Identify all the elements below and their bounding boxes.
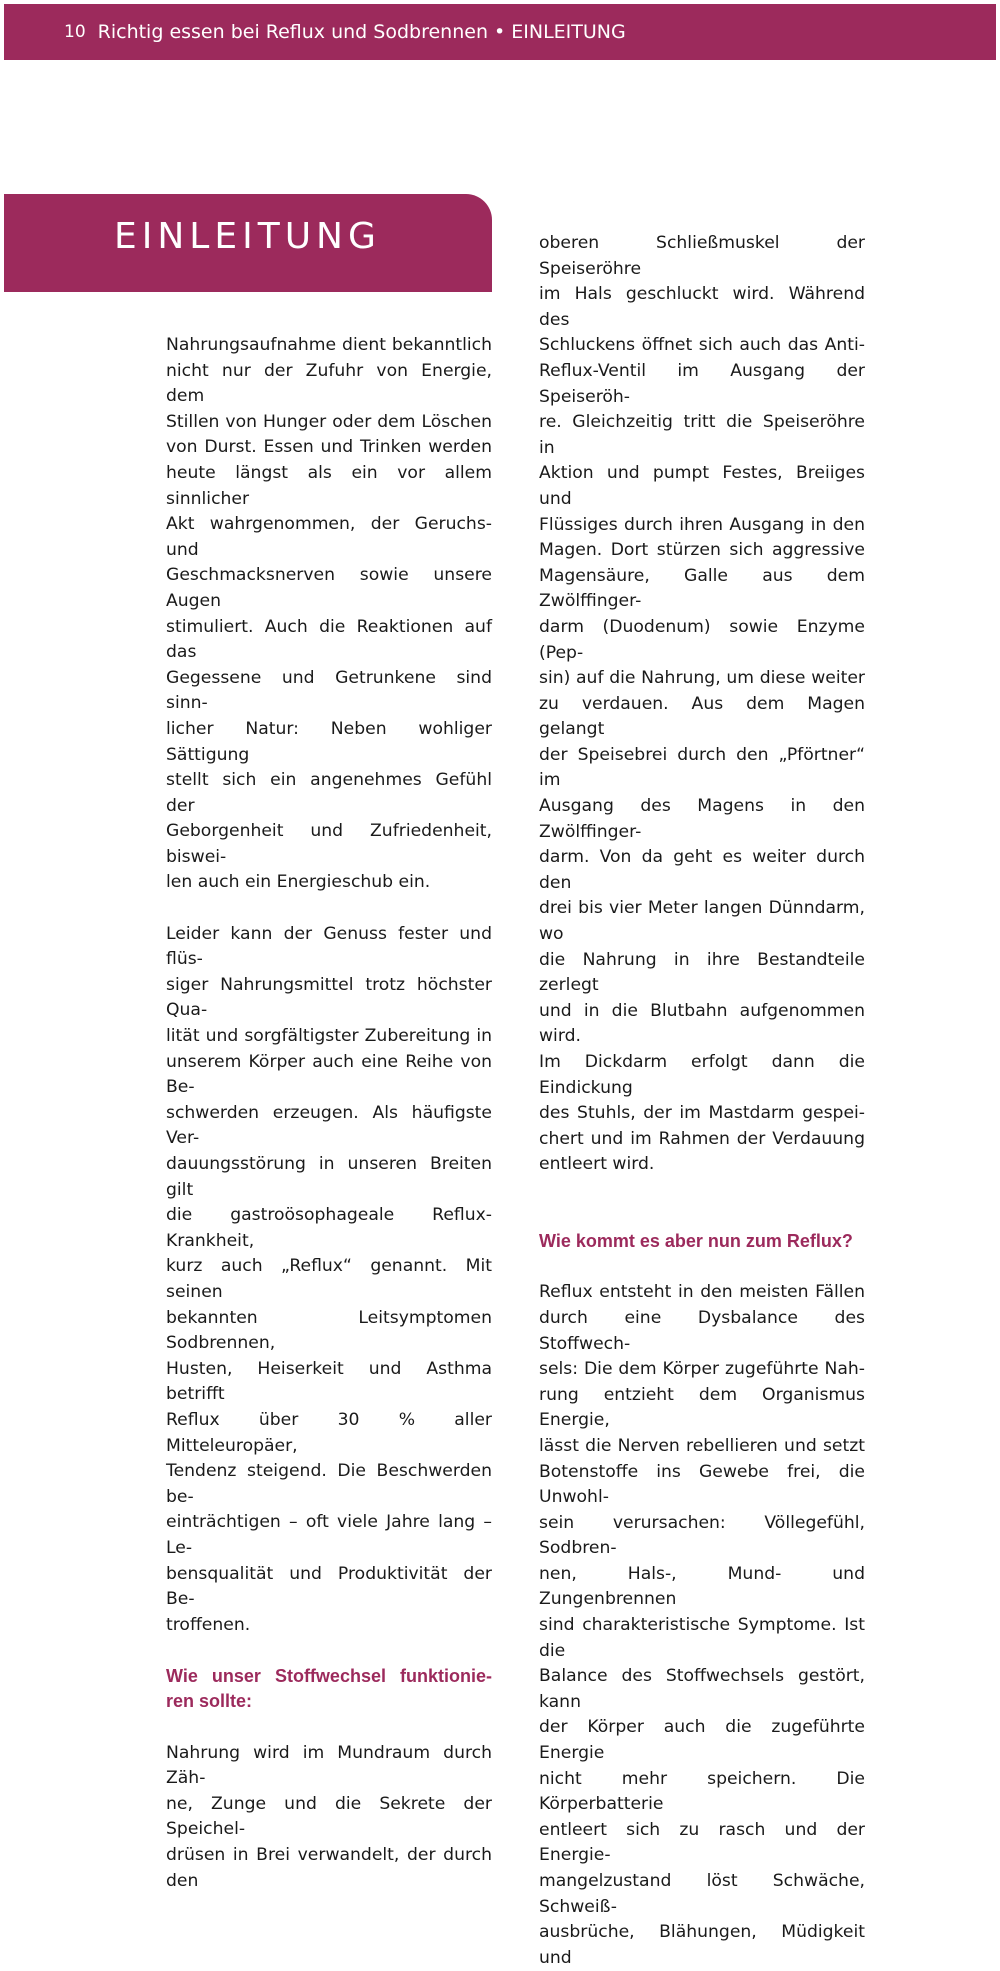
text-line: re. Gleichzeitig tritt die Speiseröhre in (539, 412, 865, 458)
reflux-cause-paragraph (539, 1280, 865, 1971)
text-line: drüsen in Brei verwandelt, der durch den (166, 1845, 492, 1891)
text-line: einträchtigen – oft viele Jahre lang – Le- (166, 1512, 492, 1558)
digestion-paragraph (166, 1741, 492, 1895)
text-line: und in die Blutbahn aufgenommen wird. (539, 1000, 865, 1047)
text-line: entleert sich zu rasch und der Energie- (539, 1819, 865, 1866)
right-column (539, 231, 865, 1971)
text-line: licher Natur: Neben wohliger Sättigung (166, 718, 492, 765)
text-line: Reflux-Ventil im Ausgang der Speiseröh- (539, 360, 865, 407)
text-line: darm. Von da geht es weiter durch den (539, 847, 865, 893)
text-line: chert und im Rahmen der Verdauung (539, 1128, 865, 1149)
text-line: nen, Hals-, Mund- und Zungenbrennen (539, 1563, 865, 1610)
text-line: Schluckens öffnet sich auch das Anti- (539, 335, 865, 356)
text-line: des Stuhls, der im Mastdarm gespei- (539, 1103, 865, 1124)
text-line: stellt sich ein angenehmes Gefühl der (166, 770, 492, 816)
text-line: oberen Schließmuskel der Speiseröhre (539, 233, 865, 279)
text-line: ne, Zunge und die Sekrete der Speichel- (166, 1793, 492, 1840)
text-line: sind charakteristische Symptome. Ist die (539, 1615, 865, 1661)
section-heading-reflux: Wie kommt es aber nun zum Reflux? (539, 1231, 853, 1252)
text-line: Reflux entsteht in den meisten Fällen (539, 1282, 865, 1303)
text-line: lität und sorgfältigster Zubereitung in (166, 1026, 492, 1047)
running-header (4, 4, 996, 60)
text-line: bekannten Leitsymptomen Sodbrennen, (166, 1307, 492, 1354)
chapter-tab (4, 194, 492, 292)
text-line: Botenstoffe ins Gewebe frei, die Unwohl- (539, 1461, 865, 1508)
reflux-paragraph (166, 922, 492, 1639)
left-column (166, 333, 492, 1894)
text-line: siger Nahrungsmittel trotz höchster Qua- (166, 974, 492, 1021)
text-line: stimuliert. Auch die Reaktionen auf das (166, 616, 492, 663)
text-line: die gastroösophageale Reflux-Krankheit, (166, 1205, 492, 1251)
text-line: Aktion und pumpt Festes, Breiiges und (539, 463, 865, 509)
text-line: dauungsstörung in unseren Breiten gilt (166, 1154, 492, 1200)
text-line: Magensäure, Galle aus dem Zwölffinger- (539, 565, 865, 612)
text-line: drei bis vier Meter langen Dünndarm, wo (539, 898, 865, 945)
intro-paragraph (166, 333, 492, 896)
text-line: schwerden erzeugen. Als häufigste Ver- (166, 1102, 492, 1149)
text-line: unserem Körper auch eine Reihe von Be- (166, 1051, 492, 1098)
text-line: ausbrüche, Blähungen, Müdigkeit und (539, 1922, 865, 1968)
text-line: sels: Die dem Körper zugeführte Nah- (539, 1359, 865, 1380)
text-line: Leider kann der Genuss fester und flüs- (166, 923, 492, 970)
text-line: Stillen von Hunger oder dem Löschen (166, 411, 492, 432)
spacer (539, 1204, 865, 1230)
running-title: Richtig essen bei Reflux und Sodbrennen • EINLEITUNG (97, 21, 626, 43)
text-line: Ausgang des Magens in den Zwölffinger- (539, 796, 865, 842)
text-line: ren sollte: (166, 1691, 253, 1712)
text-line: heute längst als ein vor allem sinnlicher (166, 462, 492, 509)
text-line: der Speisebrei durch den „Pförtner“ im (539, 744, 865, 791)
text-line: Magen. Dort stürzen sich aggressive (539, 540, 865, 561)
text-line: zu verdauen. Aus dem Magen gelangt (539, 693, 865, 740)
text-line: Balance des Stoffwechsels gestört, kann (539, 1666, 865, 1712)
text-line: troffenen. (166, 1614, 251, 1635)
text-line: entleert wird. (539, 1154, 655, 1175)
text-line: Im Dickdarm erfolgt dann die Eindickung (539, 1052, 865, 1098)
text-line: bensqualität und Produktivität der Be- (166, 1563, 492, 1610)
text-line: Gegessene und Getrunkene sind sinn- (166, 667, 492, 714)
text-line: sein verursachen: Völlegefühl, Sodbren- (539, 1512, 865, 1559)
text-line: len auch ein Energieschub ein. (166, 872, 431, 893)
text-line: Flüssiges durch ihren Ausgang in den (539, 514, 865, 535)
text-line: die Nahrung in ihre Bestandteile zerlegt (539, 949, 865, 996)
text-line: Tendenz steigend. Die Beschwerden be- (166, 1461, 492, 1507)
text-line: Wie unser Stoffwechsel funktionie- (166, 1665, 492, 1686)
chapter-title: EINLEITUNG (114, 216, 381, 257)
text-line: Geschmacksnerven sowie unsere Augen (166, 565, 492, 611)
text-line: Nahrung wird im Mundraum durch Zäh- (166, 1742, 492, 1789)
text-line: darm (Duodenum) sowie Enzyme (Pep- (539, 616, 865, 663)
text-line: lässt die Nerven rebellieren und setzt (539, 1435, 865, 1456)
page-number: 10 (64, 22, 86, 42)
digestion-continued-paragraph (539, 231, 865, 1178)
text-line: von Durst. Essen und Trinken werden (166, 437, 492, 458)
text-line: sin) auf die Nahrung, um diese weiter (539, 668, 865, 689)
text-line: Reflux über 30 % aller Mitteleuropäer, (166, 1409, 492, 1456)
text-line: nicht mehr speichern. Die Körperbatterie (539, 1768, 865, 1815)
text-line: kurz auch „Reflux“ genannt. Mit seinen (166, 1256, 492, 1302)
text-line: der Körper auch die zugeführte Energie (539, 1717, 865, 1764)
text-line: nicht nur der Zufuhr von Energie, dem (166, 360, 492, 407)
text-line: Nahrungsaufnahme dient bekanntlich (166, 335, 492, 355)
section-heading-metabolism (166, 1664, 492, 1715)
text-line: durch eine Dysbalance des Stoffwech- (539, 1307, 865, 1354)
text-line: Akt wahrgenommen, der Geruchs- und (166, 514, 492, 560)
text-line: im Hals geschluckt wird. Während des (539, 284, 865, 330)
text-line: Geborgenheit und Zufriedenheit, biswei- (166, 821, 492, 867)
text-line: Husten, Heiserkeit und Asthma betrifft (166, 1358, 492, 1405)
text-line: rung entzieht dem Organismus Energie, (539, 1384, 865, 1431)
text-line: mangelzustand löst Schwäche, Schweiß- (539, 1871, 865, 1917)
